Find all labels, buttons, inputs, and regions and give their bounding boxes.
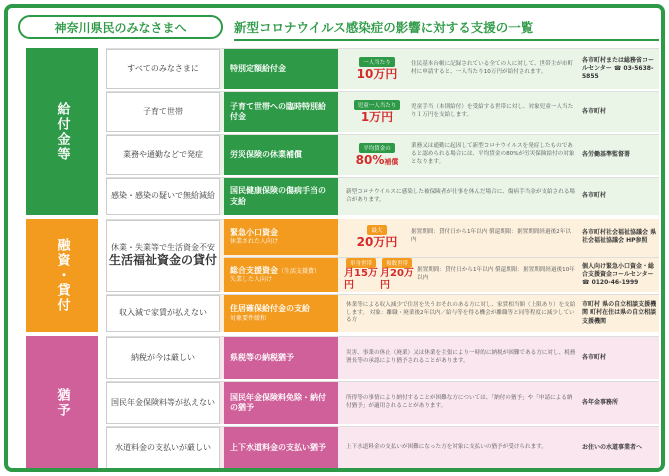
amount-value: 1万円 — [360, 109, 394, 124]
amount-cell — [346, 219, 408, 255]
amount-cell-2 — [380, 258, 414, 292]
program-name — [224, 49, 338, 89]
amount-tag: 児童一人当たり — [354, 100, 401, 110]
page-title: 新型コロナウイルス感染症の影響に対する支援の一覧 — [234, 20, 534, 35]
table-row — [106, 134, 659, 175]
program-name-text: 緊急小口資金 — [230, 227, 278, 237]
description: 災害、事業の休止（廃業）又は休業を主張により一時的に納税が困難である方に対し、税務署長等の承認により猶予されることがあります。 — [346, 350, 576, 364]
table-row — [106, 294, 659, 332]
program-name — [224, 178, 338, 215]
amount-value: 10万円 — [356, 66, 398, 81]
program-name-note: （生活支援費） — [278, 267, 321, 275]
situation-cell: すべてのみなさまに — [106, 49, 220, 89]
program-name — [224, 135, 338, 175]
amount-tag: 最大 — [367, 225, 386, 235]
table-row — [224, 257, 659, 292]
situation-cell: 子育て世帯 — [106, 92, 220, 132]
amount-value: 20万円 — [356, 234, 398, 249]
contact: お住いの水道事業者へ — [582, 443, 643, 451]
contact: 個人向け緊急小口資金・総合支援資金コールセンター ☎ 0120-46-1999 — [582, 262, 655, 287]
table-row — [106, 48, 659, 89]
program-name-text: 国民健康保険の傷病手当の支給 — [230, 186, 326, 206]
program-name-text: 住居確保給付金の支給 — [230, 304, 310, 314]
description: 休業等による収入減少で住居を失うおそれのある方に対し、家賃相当額（上限あり）を支給します。 対象：離職・廃業後2年以内／給与等を得る機会が離職等と同等程度に減少している方 — [346, 301, 576, 324]
program-name — [224, 337, 338, 379]
amount-cell — [346, 135, 408, 175]
amount-cell — [346, 92, 408, 132]
program-name-text: 特別定額給付金 — [230, 63, 286, 73]
program-name — [224, 427, 338, 469]
table-row — [106, 381, 659, 424]
amount-suffix: 補償 — [384, 157, 399, 166]
amount-tag: 一人当たり — [359, 57, 395, 67]
program-name-text: 労災保険の休業補償 — [230, 149, 302, 159]
contact: 各市町村 — [582, 107, 607, 115]
header-badge: 神奈川県民のみなさまへ — [18, 15, 223, 39]
description: 住民基本台帳に記録されている全ての人に対して、世帯主が市町村に申請すると、一人当たり10万円が給付されます。 — [411, 61, 574, 75]
description: 新型コロナウイルスに感染した被保険者が仕事を休んだ場合に、傷病手当金が支給される場合があります。 — [346, 188, 576, 203]
program-name — [224, 258, 338, 292]
program-subtitle: 休業された人向け — [230, 238, 279, 246]
contact: 各市町村社会福祉協議会 県社会福祉協議会 HP参照 — [582, 228, 657, 244]
contact: 各年金事務所 — [582, 398, 619, 406]
situation-cell — [106, 220, 220, 292]
category-kyufu: 給付金等 — [26, 48, 98, 215]
program-name-text: 上下水道料金の支払い猶予 — [230, 442, 326, 452]
description: 据置期間：貸付日から1年以内 償還期限：据置期間経過後10年以内 — [417, 267, 575, 281]
amount-cell — [346, 49, 408, 89]
description: 据置期間：貸付日から1年以内 償還期限：据置期間経過後2年以内 — [411, 229, 571, 243]
amount-tag: 単身世帯 — [346, 258, 376, 268]
amount-tag-2: 複数世帯 — [382, 258, 412, 268]
amount-tag: 平均賃金の — [359, 143, 395, 153]
description: 所得等の事情により納付することが困難な方については、「納付の猶予」や「申請による納付猶予」が適用されることがあります。 — [346, 395, 573, 409]
amount-cell — [344, 258, 378, 292]
program-name-text: 総合支援資金 — [230, 265, 278, 275]
situation-highlight: 生活福祉資金の貸付 — [109, 253, 218, 268]
program-name — [224, 382, 338, 424]
program-subtitle: 対象要件緩和 — [230, 314, 267, 322]
contact: 各市町村または総務省コールセンター ☎ 03-5638-5855 — [582, 56, 655, 81]
program-name-text: 子育て世帯への臨時特別給付金 — [230, 101, 326, 121]
description: 児童手当（本則給付）を受給する世帯に対し、対象児童一人当たり１万円を支給します。 — [411, 104, 574, 118]
program-name — [224, 219, 338, 255]
table-row — [106, 336, 659, 379]
category-yuyo: 猶予 — [26, 336, 98, 469]
situation-cell: 国民年金保険料等が払えない — [106, 382, 220, 424]
situation-cell: 水道料金の支払いが厳しい — [106, 427, 220, 469]
situation-cell: 収入減で家賃が払えない — [106, 295, 220, 332]
contact: 各市町村 — [582, 353, 607, 361]
contact: 市町村 県の自立相談支援機関 町村在住は県の自立相談支援機関 — [582, 301, 657, 325]
page-frame — [4, 4, 665, 472]
table-row — [106, 177, 659, 215]
category-yushi: 融資・貸付 — [26, 219, 98, 332]
program-name-text: 国民年金保険料免除・納付の猶予 — [230, 392, 326, 412]
amount-value: 80% — [355, 152, 385, 167]
program-name — [224, 295, 338, 332]
situation-cell: 感染・感染の疑いで無給減給 — [106, 178, 220, 215]
amount-value: 月15万円 — [344, 268, 378, 291]
contact: 各市町村 — [582, 192, 607, 200]
situation-text: 休業・失業等で生活資金不安 — [111, 243, 215, 252]
situation-cell: 納税が今は厳しい — [106, 337, 220, 379]
table-row — [106, 91, 659, 132]
description: 上下水道料金の支払いが困難になった方を対象に支払いの猶予が受けられます。 — [346, 444, 547, 451]
table-row — [106, 426, 659, 469]
header — [18, 14, 223, 40]
amount-value-2: 月20万円 — [380, 268, 414, 291]
title-underline — [234, 39, 659, 41]
description: 業務又は通勤に起因して新型コロナウイルスを発症したものであると認められる場合には、平均賃金の80%が労災保険給付の対象となります。 — [411, 143, 575, 165]
table-row — [224, 219, 659, 255]
situation-cell: 業務や通勤などで発症 — [106, 135, 220, 175]
contact: 各労働基準監督署 — [582, 150, 631, 158]
program-name-text: 県税等の納税猶予 — [230, 352, 294, 362]
program-name — [224, 92, 338, 132]
program-subtitle: 失業した人向け — [230, 276, 273, 284]
